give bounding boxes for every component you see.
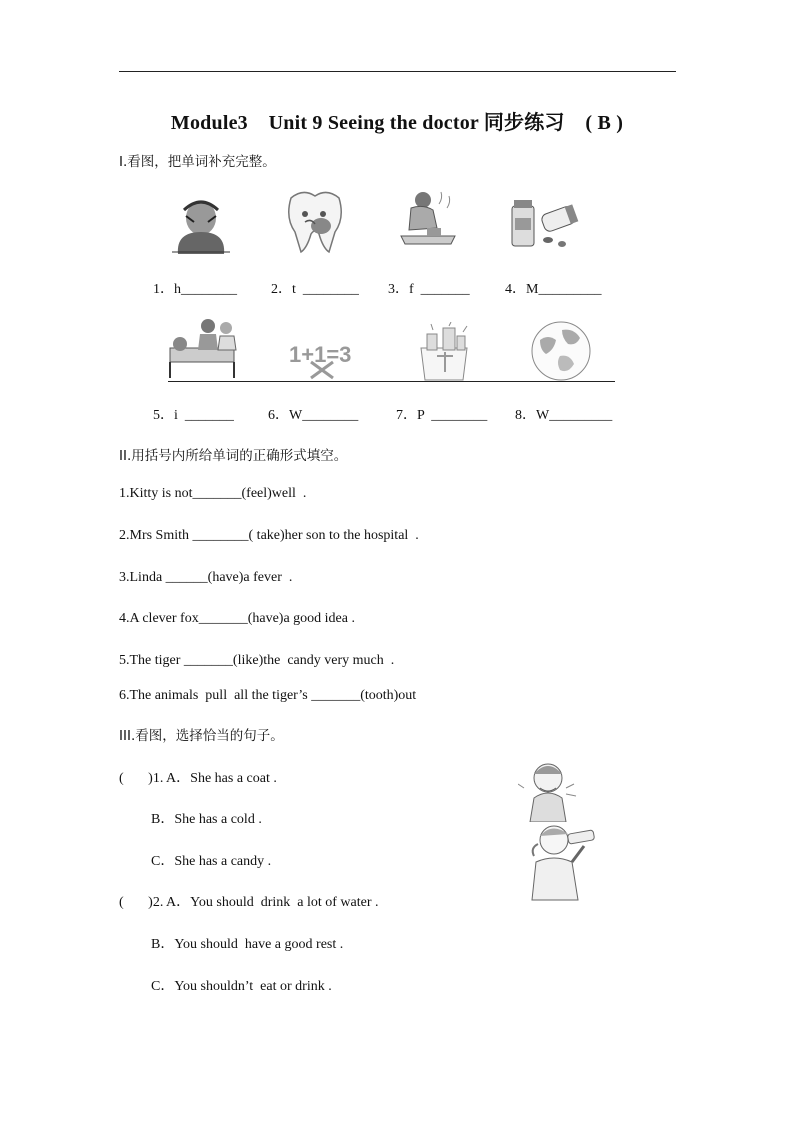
blank-8-w: 8．W_________ (515, 408, 613, 423)
blank-6-w: 6．W________ (268, 408, 359, 423)
fill-item-2: 2.Mrs Smith ________( take)her son to the hospital . (119, 528, 419, 543)
world-globe-picture (530, 320, 592, 382)
blank-2-t: 2．t ________ (271, 282, 359, 297)
question-1-option-b: B．She has a cold . (151, 812, 262, 827)
blank-7-p: 7．P ________ (396, 408, 488, 423)
wrong-sum-picture (287, 338, 351, 380)
section3-heading: III.看图，选择恰当的句子。 (119, 728, 284, 744)
header-rule (119, 71, 676, 72)
drinking-girl-picture (522, 820, 606, 902)
fill-item-6: 6.The animals pull all the tiger’s _______(tooth)out (119, 688, 417, 703)
ill-in-hospital-picture (166, 314, 240, 380)
fever-picture (397, 188, 459, 250)
presents-picture (413, 322, 475, 382)
question-2-option-b: B．You should have a good rest . (151, 937, 344, 952)
blank-4-m: 4．M_________ (505, 282, 602, 297)
blank-1-h: 1．h________ (153, 282, 237, 297)
fill-item-5: 5.The tiger _______(like)the candy very much . (119, 653, 395, 668)
fill-item-1: 1.Kitty is not_______(feel)well . (119, 486, 307, 501)
medicine-picture (510, 198, 580, 248)
blank-3-f: 3．f _______ (388, 282, 470, 297)
blank-5-i: 5．i _______ (153, 408, 234, 423)
fill-item-4: 4.A clever fox_______(have)a good idea . (119, 611, 355, 626)
picture-row-rule (168, 381, 615, 382)
sneezing-girl-picture (518, 758, 580, 822)
section1-heading: I.看图，把单词补充完整。 (119, 154, 276, 170)
headache-picture (166, 192, 236, 254)
toothache-picture (283, 188, 347, 254)
math-text: 1+1=3 (289, 342, 351, 367)
question-1-option-c: C．She has a candy . (151, 854, 272, 869)
page-title: Module3 Unit 9 Seeing the doctor 同步练习 ( B ) (170, 112, 624, 134)
question-1-option-a: ( )1. A．She has a coat . (119, 771, 277, 786)
fill-item-3: 3.Linda ______(have)a fever . (119, 570, 293, 585)
question-2-option-c: C．You shouldn’t eat or drink . (151, 979, 332, 994)
question-2-option-a: ( )2. A．You should drink a lot of water . (119, 895, 379, 910)
section2-heading: II.用括号内所给单词的正确形式填空。 (119, 448, 348, 464)
